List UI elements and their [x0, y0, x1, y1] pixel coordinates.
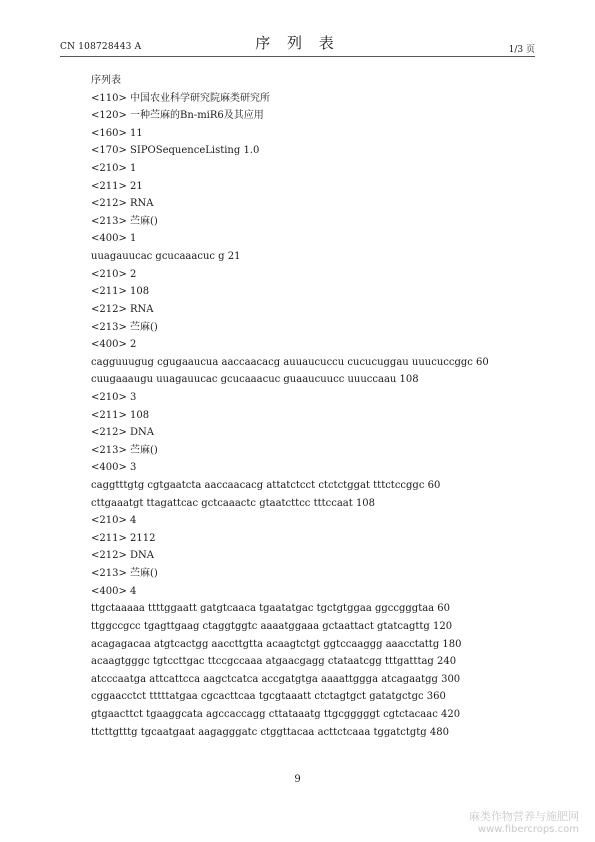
listing-line: <210> 1: [91, 163, 137, 175]
listing-line: <212> DNA: [91, 427, 155, 439]
listing-line: <210> 3: [91, 391, 137, 403]
watermark-site-name: 麻类作物营养与施肥网: [469, 810, 579, 823]
listing-line: acagagacaa atgtcactgg aaccttgtta acaagtctgt ggtccaaggg aaacctattg 180: [91, 638, 462, 650]
listing-line: <211> 108: [91, 409, 150, 421]
listing-line: 序列表: [91, 75, 121, 86]
listing-line: <211> 2112: [91, 532, 156, 544]
listing-line: <213> 苎麻(): [91, 215, 158, 227]
page-title: 序 列 表: [255, 34, 340, 52]
listing-line: <213> 苎麻(): [91, 321, 158, 333]
listing-line: <213> 苎麻(): [91, 444, 158, 456]
listing-line: <400> 2: [91, 339, 137, 351]
listing-line: gtgaacttct tgaaggcata agccaccagg cttataaatg ttgcgggggt cgtctacaac 420: [91, 708, 461, 720]
listing-line: cttgaaatgt ttagattcac gctcaaactc gtaatcttcc tttccaat 108: [91, 497, 376, 509]
sequence-listing: [91, 72, 521, 741]
listing-line: <400> 1: [91, 233, 137, 245]
listing-line: acaagtgggc tgtccttgac ttccgccaaa atgaacgagg ctataatcgg tttgatttag 240: [91, 656, 457, 668]
page-counter: 1/3 页: [508, 45, 535, 55]
listing-line: <211> 21: [91, 180, 143, 192]
listing-line: uuagauucac gcucaaacuc g 21: [91, 251, 241, 263]
listing-line: caggtttgtg cgtgaatcta aaccaacacg attatctcct ctctctggat tttctccggc 60: [91, 480, 441, 492]
listing-line: <210> 2: [91, 268, 137, 280]
listing-line: <400> 3: [91, 462, 137, 474]
patent-number: CN 108728443 A: [60, 42, 142, 52]
page-header: [60, 30, 535, 56]
listing-line: cuugaaaugu uuagauucac gcucaaacuc guaaucuucc uuuccaau 108: [91, 374, 419, 386]
listing-line: <211> 108: [91, 286, 150, 298]
listing-line: <210> 4: [91, 515, 137, 527]
listing-line: <110> 中国农业科学研究院麻类研究所: [91, 92, 271, 104]
header-divider: [60, 56, 535, 57]
listing-line: ttcttgtttg tgcaatgaat aagagggatc ctggttacaa acttctcaaa tggatctgtg 480: [91, 726, 449, 738]
listing-line: <170> SIPOSequenceListing 1.0: [91, 145, 260, 157]
listing-line: <212> RNA: [91, 303, 154, 315]
listing-line: <120> 一种苎麻的Bn-miR6及其应用: [91, 110, 264, 122]
listing-line: atcccaatga attcattcca aagctcatca accgatgtga aaaattggga atcagaatgg 300: [91, 673, 461, 685]
listing-line: cagguuugug cgugaaucua aaccaacacg auuaucuccu cucucuggau uuucuccggc 60: [91, 356, 489, 368]
listing-line: <400> 4: [91, 585, 137, 597]
listing-line: ttgctaaaaa ttttggaatt gatgtcaaca tgaatatgac tgctgtggaa ggccgggtaa 60: [91, 603, 451, 615]
listing-line: ttggccgcc tgagttgaag ctaggtggtc aaaatggaaa gctaattact gtatcagttg 120: [91, 620, 453, 632]
listing-line: cggaacctct tttttatgaa cgcacttcaa tgcgtaaatt ctctagtgct gatatgctgc 360: [91, 691, 446, 703]
listing-line: <212> DNA: [91, 550, 155, 562]
page-number: 9: [294, 774, 301, 785]
listing-line: <212> RNA: [91, 198, 154, 210]
listing-line: <213> 苎麻(): [91, 568, 158, 580]
listing-line: <160> 11: [91, 127, 143, 139]
watermark-url: www.fibercrops.com: [477, 824, 579, 835]
